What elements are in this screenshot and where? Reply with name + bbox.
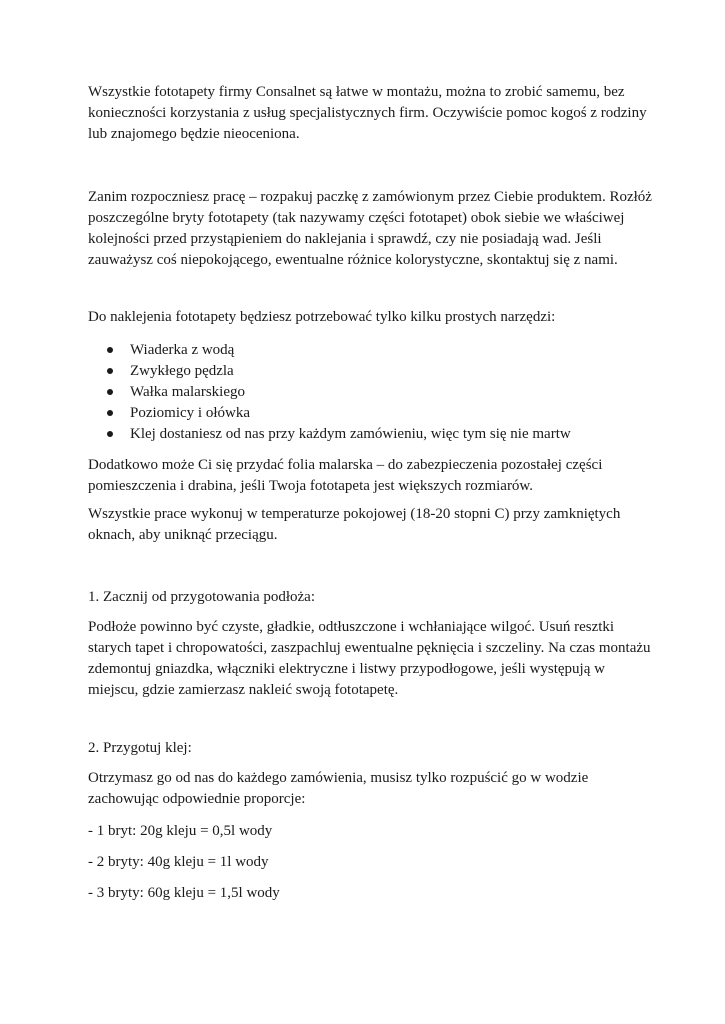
list-item-text: Poziomicy i ołówka <box>130 405 250 421</box>
bullet-icon <box>107 410 113 416</box>
step2-heading <box>88 738 648 759</box>
temperature-line: Wszystkie prace wykonuj w temperaturze pokojowej (18-20 stopni C) przy zamkniętych <box>88 506 621 522</box>
bullet-icon <box>107 389 113 395</box>
step1-paragraph <box>88 617 651 701</box>
list-item-text: Wiaderka z wodą <box>130 342 235 358</box>
proportion-text: - 3 bryty: 60g kleju = 1,5l wody <box>88 885 280 901</box>
intro-line: Wszystkie fototapety firmy Consalnet są łatwe w montażu, można to zrobić samemu, bez <box>88 84 625 100</box>
extra-paragraph <box>88 455 648 497</box>
proportion-line-3 <box>88 883 648 904</box>
unpack-line: zauważysz coś niepokojącego, ewentualne różnice kolorystyczne, skontaktuj się z nami. <box>88 252 618 268</box>
proportion-line-2 <box>88 852 648 873</box>
list-item <box>88 382 571 403</box>
tools-intro-line: Do naklejenia fototapety będziesz potrzebować tylko kilku prostych narzędzi: <box>88 309 556 325</box>
step2-line: Otrzymasz go od nas do każdego zamówienia, musisz tylko rozpuścić go w wodzie <box>88 770 589 786</box>
tools-list <box>88 340 571 445</box>
intro-line: konieczności korzystania z usług specjalistycznych firm. Oczywiście pomoc kogoś z rodziny <box>88 105 647 121</box>
list-item <box>88 403 571 424</box>
proportion-text: - 1 bryt: 20g kleju = 0,5l wody <box>88 823 273 839</box>
list-item <box>88 361 571 382</box>
step1-line: zdemontuj gniazdka, włączniki elektryczne i listwy przypodłogowe, jeśli występują w <box>88 661 605 677</box>
bullet-icon <box>107 347 113 353</box>
extra-line: pomieszczenia i drabina, jeśli Twoja fototapeta jest większych rozmiarów. <box>88 478 534 494</box>
list-item <box>88 340 571 361</box>
extra-line: Dodatkowo może Ci się przydać folia malarska – do zabezpieczenia pozostałej części <box>88 457 603 473</box>
unpack-line: kolejności przed przystąpieniem do naklejania i sprawdź, czy nie posiadają wad. Jeśli <box>88 231 602 247</box>
step1-heading <box>88 587 648 608</box>
list-item <box>88 424 571 445</box>
step2-line: zachowując odpowiednie proporcje: <box>88 791 306 807</box>
temperature-line: oknach, aby uniknąć przeciągu. <box>88 527 278 543</box>
unpack-paragraph <box>88 187 652 271</box>
tools-intro <box>88 307 648 328</box>
list-item-text: Zwykłego pędzla <box>130 363 234 379</box>
step1-heading-text: 1. Zacznij od przygotowania podłoża: <box>88 589 316 605</box>
step1-line: Podłoże powinno być czyste, gładkie, odtłuszczone i wchłaniające wilgoć. Usuń resztki <box>88 619 615 635</box>
bullet-icon <box>107 431 113 437</box>
step1-line: miejscu, gdzie zamierzasz nakleić swoją fototapetę. <box>88 682 399 698</box>
list-item-text: Klej dostaniesz od nas przy każdym zamówieniu, więc tym się nie martw <box>130 426 571 442</box>
unpack-line: poszczególne bryty fototapety (tak nazywamy części fototapet) obok siebie we właściwej <box>88 210 625 226</box>
step1-line: starych tapet i chropowatości, zaszpachluj ewentualne pęknięcia i szczeliny. Na czas montażu <box>88 640 651 656</box>
proportion-line-1 <box>88 821 648 842</box>
intro-line: lub znajomego będzie nieoceniona. <box>88 126 300 142</box>
step2-paragraph <box>88 768 648 810</box>
proportion-text: - 2 bryty: 40g kleju = 1l wody <box>88 854 269 870</box>
unpack-line: Zanim rozpoczniesz pracę – rozpakuj paczkę z zamówionym przez Ciebie produktem. Rozłóż <box>88 189 652 205</box>
bullet-icon <box>107 368 113 374</box>
temperature-paragraph <box>88 504 648 546</box>
intro-paragraph <box>88 82 648 145</box>
step2-heading-text: 2. Przygotuj klej: <box>88 740 192 756</box>
list-item-text: Wałka malarskiego <box>130 384 245 400</box>
